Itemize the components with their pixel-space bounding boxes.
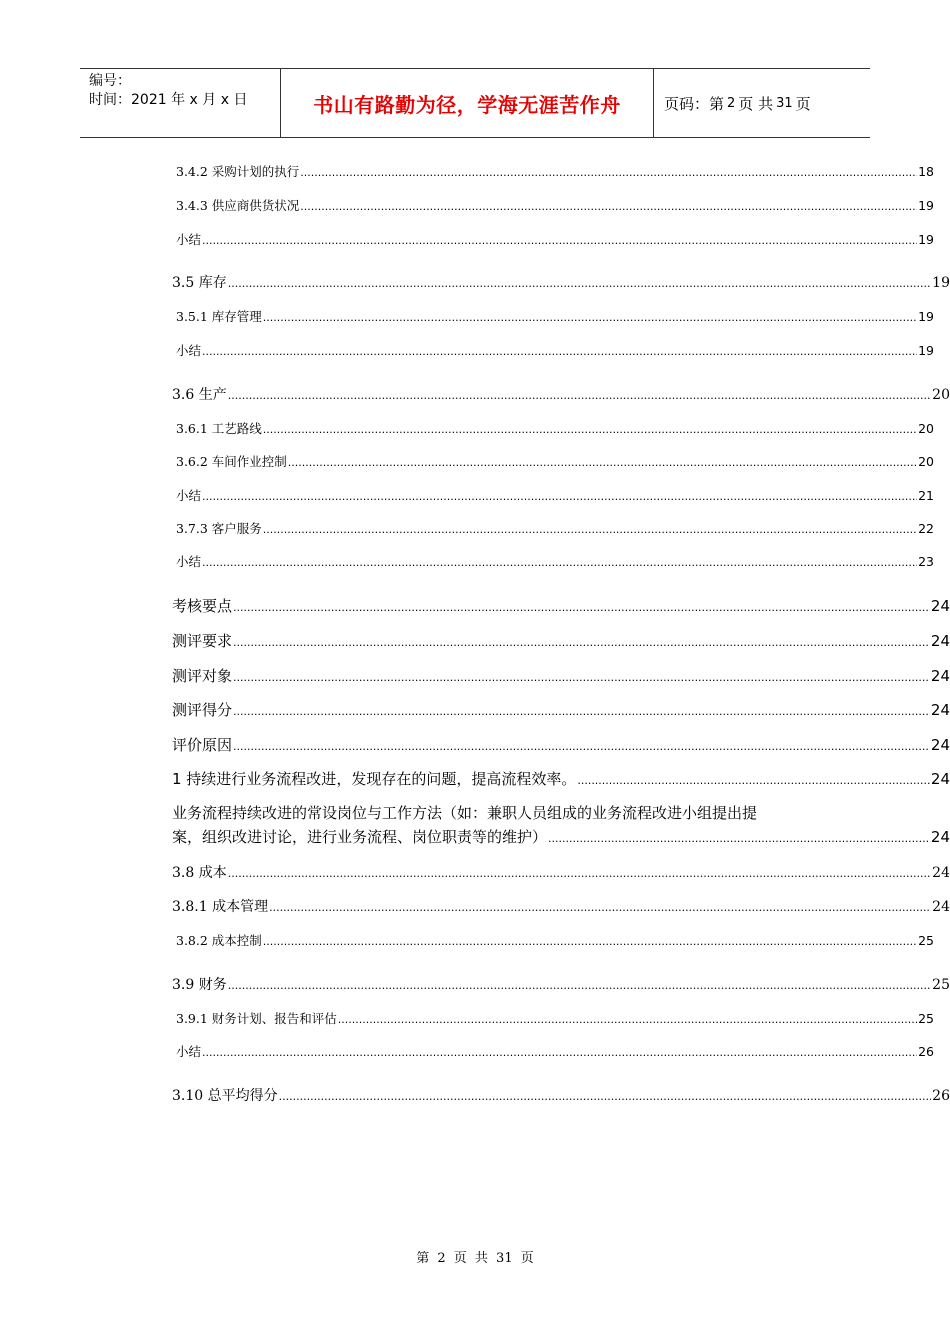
toc-entry-page: 24 <box>930 736 950 754</box>
toc-entry-page: 24 <box>930 667 950 685</box>
toc-entry-title: 3.9 财务 <box>172 977 227 993</box>
toc-leader <box>263 423 917 436</box>
toc-entry[interactable] <box>172 768 950 789</box>
toc-entry-page: 25 <box>932 977 950 993</box>
toc-entry[interactable] <box>172 974 950 994</box>
header-motto: 书山有路勤为径，学海无涯苦作舟 <box>313 92 621 117</box>
toc-entry-page: 21 <box>918 488 934 503</box>
toc-entry-page: 22 <box>918 521 934 536</box>
toc-entry-title: 小结 <box>176 343 202 358</box>
toc-leader <box>233 636 930 649</box>
toc-leader <box>269 901 931 914</box>
toc-entry[interactable] <box>172 734 950 755</box>
toc-entry[interactable] <box>172 862 950 882</box>
page-footer: 第 2 页 共 31 页 <box>416 1251 534 1266</box>
toc-leader <box>202 234 917 247</box>
toc-entry-page: 23 <box>918 554 934 569</box>
toc-entry-page: 25 <box>918 1011 934 1026</box>
header-motto-cell <box>281 69 654 137</box>
document-number-label: 编号： <box>89 73 131 89</box>
toc-entry-page: 25 <box>918 933 934 948</box>
toc-entry-title-line2: 案，组织改进讨论，进行业务流程、岗位职责等的维护） <box>172 828 548 846</box>
toc-entry-title: 3.4.2 采购计划的执行 <box>176 164 300 179</box>
toc-leader <box>548 832 930 845</box>
toc-entry-page: 24 <box>932 865 950 881</box>
toc-entry-title: 3.6.1 工艺路线 <box>176 421 262 436</box>
toc-entry-title-line1: 业务流程持续改进的常设岗位与工作方法（如：兼职人员组成的业务流程改进小组提出提 <box>172 804 758 822</box>
toc-entry-title: 小结 <box>176 554 202 569</box>
toc-entry[interactable] <box>172 665 950 686</box>
toc-entry[interactable] <box>172 272 950 292</box>
toc-entry[interactable] <box>176 196 934 214</box>
toc-leader <box>338 1013 917 1026</box>
toc-entry-line2 <box>172 826 950 847</box>
toc-leader <box>202 345 917 358</box>
toc-entry-title: 3.7.3 客户服务 <box>176 521 262 536</box>
toc-leader <box>263 523 917 536</box>
toc-leader <box>263 311 917 324</box>
toc-entry-title: 测评得分 <box>172 701 233 719</box>
toc-entry[interactable] <box>176 419 934 437</box>
toc-entry-page: 24 <box>930 770 950 788</box>
header-meta <box>80 69 281 137</box>
toc-entry-page: 19 <box>918 343 934 358</box>
toc-entry-page: 19 <box>932 275 950 291</box>
toc-entry[interactable] <box>176 162 934 180</box>
toc-entry[interactable] <box>176 519 934 537</box>
toc-leader <box>233 671 930 684</box>
page-header <box>80 68 870 138</box>
toc-leader <box>228 277 931 290</box>
toc-entry-title: 测评对象 <box>172 667 233 685</box>
toc-entry-title: 3.6 生产 <box>172 387 227 403</box>
toc-entry[interactable] <box>176 341 934 359</box>
header-page-info <box>654 69 870 137</box>
toc-entry[interactable] <box>172 630 950 651</box>
toc-entry-title: 小结 <box>176 488 202 503</box>
toc-entry-title: 测评要求 <box>172 632 233 650</box>
toc-leader <box>577 774 930 787</box>
toc-entry-page: 26 <box>932 1088 950 1104</box>
toc-entry[interactable] <box>176 230 934 248</box>
page-suffix: 页 <box>795 94 811 113</box>
toc-leader <box>228 867 931 880</box>
toc-entry-title: 3.8.1 成本管理 <box>172 899 269 915</box>
toc-entry[interactable] <box>176 931 934 949</box>
toc-leader <box>233 601 930 614</box>
toc-leader <box>300 200 917 213</box>
toc-entry[interactable] <box>172 595 950 616</box>
toc-entry-title: 1 持续进行业务流程改进，发现存在的问题，提高流程效率。 <box>172 770 577 788</box>
toc-leader <box>279 1090 932 1103</box>
toc-entry[interactable] <box>176 552 934 570</box>
toc-leader <box>202 1046 917 1059</box>
toc-entry-page: 24 <box>930 828 950 846</box>
document-date: 时间：2021 年 x 月 x 日 <box>89 92 248 108</box>
toc-entry-multiline[interactable] <box>172 801 950 847</box>
toc-entry[interactable] <box>176 1009 934 1027</box>
toc-entry-title: 评价原因 <box>172 736 233 754</box>
toc-entry-title: 3.6.2 车间作业控制 <box>176 454 287 469</box>
toc-entry-title: 3.8.2 成本控制 <box>176 933 262 948</box>
toc-entry-page: 18 <box>918 164 934 179</box>
toc-entry-page: 26 <box>918 1044 934 1059</box>
toc-entry[interactable] <box>172 699 950 720</box>
page-total: 31 <box>776 95 793 111</box>
toc-leader <box>233 740 930 753</box>
toc-entry-title: 3.5.1 库存管理 <box>176 309 262 324</box>
toc-leader <box>263 935 917 948</box>
toc-entry-title: 3.8 成本 <box>172 865 227 881</box>
toc-entry[interactable] <box>172 384 950 404</box>
toc-entry-title: 3.5 库存 <box>172 275 227 291</box>
toc-entry[interactable] <box>172 896 950 916</box>
toc-entry[interactable] <box>176 486 934 504</box>
toc-entry-page: 20 <box>918 454 934 469</box>
toc-entry-page: 24 <box>930 597 950 615</box>
toc-leader <box>288 456 917 469</box>
toc-entry-page: 19 <box>918 198 934 213</box>
toc-entry-title: 3.9.1 财务计划、报告和评估 <box>176 1011 337 1026</box>
page-mid: 页 共 <box>738 94 774 113</box>
toc-entry-title: 小结 <box>176 1044 202 1059</box>
toc-entry-page: 20 <box>918 421 934 436</box>
toc-entry-title: 小结 <box>176 232 202 247</box>
toc-entry[interactable] <box>176 452 934 470</box>
page-current: 2 <box>727 95 736 111</box>
toc-entry-page: 24 <box>932 899 950 915</box>
toc-entry-page: 24 <box>930 701 950 719</box>
toc-leader <box>228 389 931 402</box>
toc-entry[interactable] <box>172 1085 950 1105</box>
toc-entry-title: 3.4.3 供应商供货状况 <box>176 198 300 213</box>
toc-leader <box>228 979 931 992</box>
toc-entry-page: 24 <box>930 632 950 650</box>
page-prefix: 页码：第 <box>664 94 725 113</box>
toc-entry[interactable] <box>176 1042 934 1060</box>
toc-leader <box>233 705 930 718</box>
toc-entry-page: 19 <box>918 232 934 247</box>
toc-entry-page: 19 <box>918 309 934 324</box>
toc-leader <box>300 166 917 179</box>
toc-entry[interactable] <box>176 307 934 325</box>
toc-leader <box>202 490 917 503</box>
toc-entry-title: 3.10 总平均得分 <box>172 1088 278 1104</box>
toc-entry-title: 考核要点 <box>172 597 233 615</box>
toc-entry-page: 20 <box>932 387 950 403</box>
toc-leader <box>202 556 917 569</box>
